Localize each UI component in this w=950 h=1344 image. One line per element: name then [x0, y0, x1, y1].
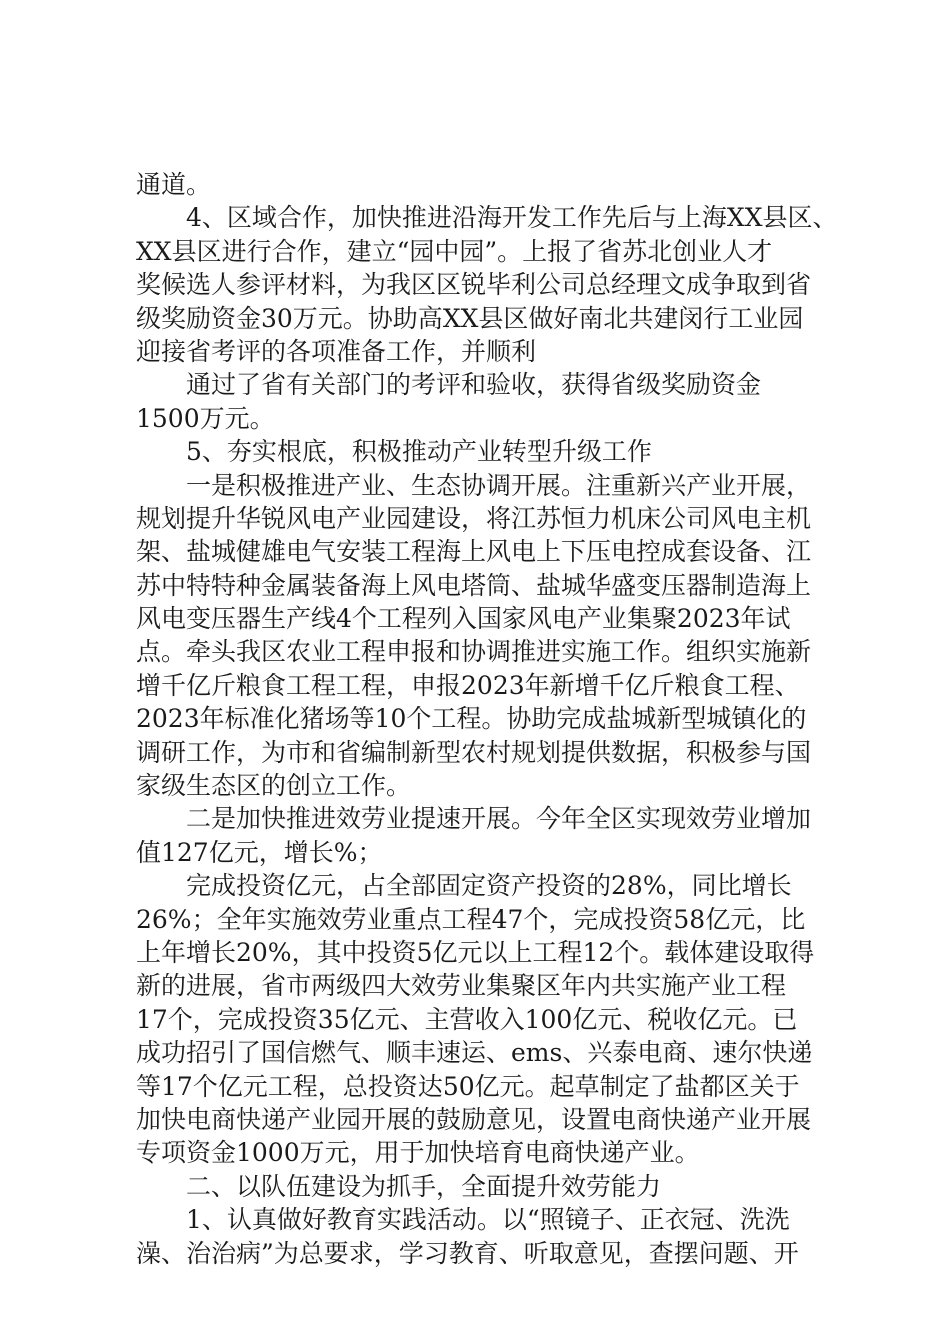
text-line: 完成投资亿元，占全部固定资产投资的28%，同比增长: [186, 871, 792, 901]
body-text: [136, 168, 836, 1270]
text-line: 等17个亿元工程，总投资达50亿元。起草制定了盐都区关于: [136, 1071, 800, 1101]
text-line: 调研工作，为市和省编制新型农村规划提供数据，积极参与国: [136, 737, 812, 767]
text-line: 加快电商快递产业园开展的鼓励意见，设置电商快递产业开展: [136, 1104, 812, 1134]
text-line: 专项资金1000万元，用于加快培育电商快递产业。: [136, 1138, 700, 1168]
text-line: 奖候选人参评材料，为我区区锐毕利公司总经理文成争取到省: [136, 270, 812, 300]
text-line: 一是积极推进产业、生态协调开展。注重新兴产业开展，: [186, 470, 812, 500]
section-heading: 二、以队伍建设为抓手，全面提升效劳能力: [186, 1171, 662, 1201]
text-line: 澡、治治病”为总要求，学习教育、听取意见，查摆问题、开: [136, 1238, 799, 1268]
text-line: 增千亿斤粮食工程工程，申报2023年新增千亿斤粮食工程、: [136, 670, 800, 700]
text-line: 架、盐城健雄电气安装工程海上风电上下压电控成套设备、江: [136, 537, 812, 567]
text-line: 2023年标准化猪场等10个工程。协助完成盐城新型城镇化的: [136, 704, 807, 734]
text-line: 4、区域合作，加快推进沿海开发工作先后与上海XX县区、: [186, 203, 838, 233]
text-line: 成功招引了国信燃气、顺丰速运、ems、兴泰电商、速尔快递: [136, 1038, 813, 1068]
text-line: 通过了省有关部门的考评和验收，获得省级奖励资金: [186, 370, 762, 400]
text-line: 26%；全年实施效劳业重点工程47个，完成投资58亿元，比: [136, 904, 806, 934]
text-line: 二是加快推进效劳业提速开展。今年全区实现效劳业增加: [186, 804, 812, 834]
text-line: 家级生态区的创立工作。: [136, 771, 412, 801]
text-line: 值127亿元，增长%；: [136, 837, 383, 867]
text-line: 通道。: [136, 170, 212, 199]
text-line: XX县区进行合作，建立“园中园”。上报了省苏北创业人才: [136, 236, 773, 266]
text-line: 风电变压器生产线4个工程列入国家风电产业集聚2023年试: [136, 604, 791, 634]
text-line: 上年增长20%，其中投资5亿元以上工程12个。载体建设取得: [136, 937, 815, 967]
text-line: 迎接省考评的各项准备工作，并顺利: [136, 336, 537, 366]
text-line: 新的进展，省市两级四大效劳业集聚区年内共实施产业工程: [136, 971, 787, 1001]
text-line: 点。牵头我区农业工程申报和协调推进实施工作。组织实施新: [136, 637, 812, 667]
section-heading: 5、夯实根底，积极推动产业转型升级工作: [186, 437, 652, 467]
text-line: 17个，完成投资35亿元、主营收入100亿元、税收亿元。已: [136, 1004, 798, 1034]
text-line: 级奖励资金30万元。协助高XX县区做好南北共建闵行工业园: [136, 303, 804, 333]
text-line: 苏中特特种金属装备海上风电塔筒、盐城华盛变压器制造海上: [136, 570, 812, 600]
text-line: 规划提升华锐风电产业园建设，将江苏恒力机床公司风电主机: [136, 503, 812, 533]
text-line: 1、认真做好教育实践活动。以“照镜子、正衣冠、洗洗: [186, 1205, 790, 1235]
text-line: 1500万元。: [136, 403, 275, 433]
